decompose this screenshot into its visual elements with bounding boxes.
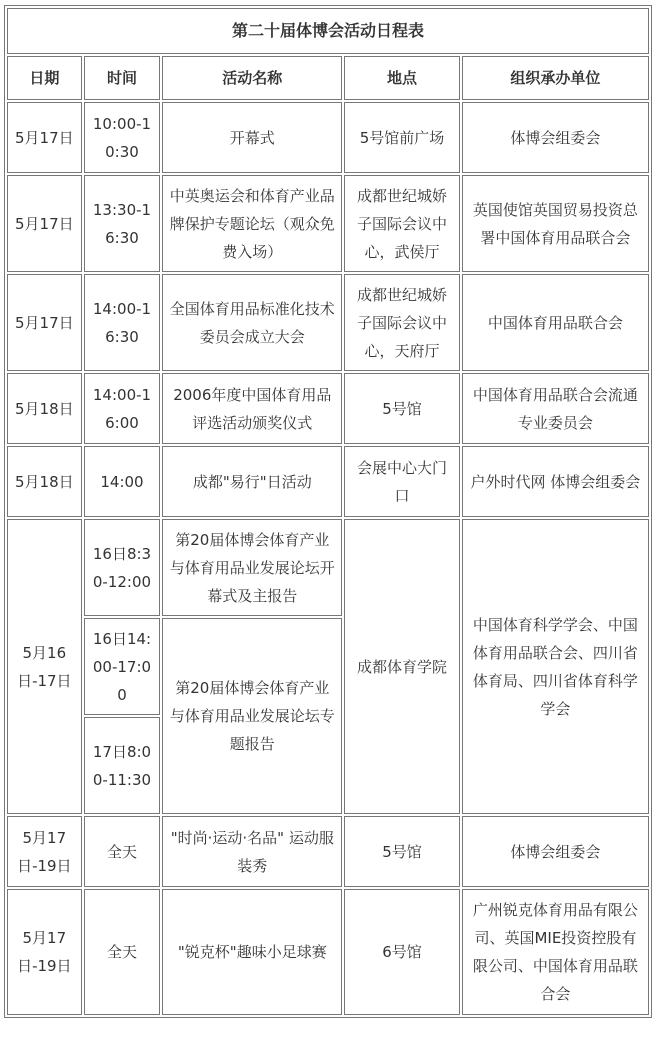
table-row (7, 175, 649, 272)
cell-date: 5月18日 (7, 373, 82, 444)
cell-event: 第20届体博会体育产业与体育用品业发展论坛开幕式及主报告 (162, 519, 342, 616)
cell-time: 16日8:30-12:00 (84, 519, 161, 616)
cell-date: 5月17日 (7, 274, 82, 371)
header-organizer: 组织承办单位 (462, 56, 649, 100)
cell-place: 成都世纪城娇子国际会议中心，武侯厅 (344, 175, 460, 272)
cell-date: 5月18日 (7, 446, 82, 517)
cell-place: 成都体育学院 (344, 519, 460, 814)
cell-time: 全天 (84, 816, 161, 887)
cell-organizer: 中国体育用品联合会 (462, 274, 649, 371)
table-row (7, 102, 649, 173)
cell-event: 中英奥运会和体育产业品牌保护专题论坛（观众免费入场） (162, 175, 342, 272)
cell-place: 5号馆前广场 (344, 102, 460, 173)
cell-time: 16日14:00-17:00 (84, 618, 161, 715)
cell-time: 14:00-16:00 (84, 373, 161, 444)
cell-date: 5月17日 (7, 102, 82, 173)
header-date: 日期 (7, 56, 82, 100)
table-row (7, 519, 649, 616)
cell-date: 5月17日-19日 (7, 816, 82, 887)
cell-date: 5月17日-19日 (7, 889, 82, 1015)
header-place: 地点 (344, 56, 460, 100)
cell-organizer: 英国使馆英国贸易投资总署中国体育用品联合会 (462, 175, 649, 272)
header-time: 时间 (84, 56, 161, 100)
cell-organizer: 中国体育科学学会、中国体育用品联合会、四川省体育局、四川省体育科学学会 (462, 519, 649, 814)
table-title: 第二十届体博会活动日程表 (7, 8, 649, 54)
cell-event: 2006年度中国体育用品评选活动颁奖仪式 (162, 373, 342, 444)
cell-date: 5月16日-17日 (7, 519, 82, 814)
cell-time: 10:00-10:30 (84, 102, 161, 173)
cell-organizer: 广州锐克体育用品有限公司、英国MIE投资控股有限公司、中国体育用品联合会 (462, 889, 649, 1015)
cell-place: 6号馆 (344, 889, 460, 1015)
table-row (7, 816, 649, 887)
cell-date: 5月17日 (7, 175, 82, 272)
cell-event: "时尚·运动·名品" 运动服装秀 (162, 816, 342, 887)
cell-place: 成都世纪城娇子国际会议中心，天府厅 (344, 274, 460, 371)
cell-organizer: 体博会组委会 (462, 816, 649, 887)
cell-organizer: 体博会组委会 (462, 102, 649, 173)
cell-event: 全国体育用品标准化技术委员会成立大会 (162, 274, 342, 371)
table-row (7, 889, 649, 1015)
cell-place: 5号馆 (344, 816, 460, 887)
cell-event: "锐克杯"趣味小足球赛 (162, 889, 342, 1015)
cell-organizer: 中国体育用品联合会流通专业委员会 (462, 373, 649, 444)
cell-time: 全天 (84, 889, 161, 1015)
header-row (7, 56, 649, 100)
cell-time: 14:00-16:30 (84, 274, 161, 371)
table-row (7, 446, 649, 517)
header-event: 活动名称 (162, 56, 342, 100)
table-row (7, 373, 649, 444)
cell-time: 13:30-16:30 (84, 175, 161, 272)
table-row (7, 274, 649, 371)
cell-time: 14:00 (84, 446, 161, 517)
cell-place: 5号馆 (344, 373, 460, 444)
cell-organizer: 户外时代网 体博会组委会 (462, 446, 649, 517)
cell-event: 开幕式 (162, 102, 342, 173)
schedule-table (4, 5, 652, 1018)
cell-event: 第20届体博会体育产业与体育用品业发展论坛专题报告 (162, 618, 342, 814)
cell-place: 会展中心大门口 (344, 446, 460, 517)
cell-time: 17日8:00-11:30 (84, 717, 161, 814)
cell-event: 成都"易行"日活动 (162, 446, 342, 517)
